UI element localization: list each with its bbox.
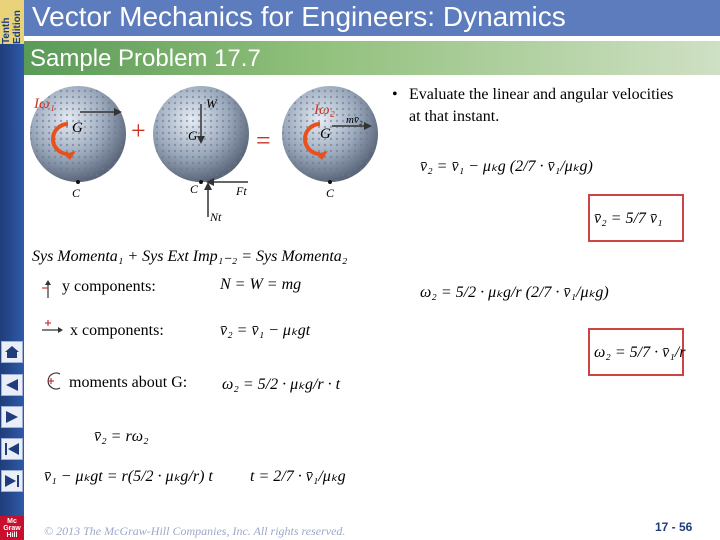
subheader-bar: [24, 41, 720, 75]
y-direction-icon: [40, 280, 58, 305]
friction-impulse-label: Ft: [236, 184, 247, 198]
x-direction-icon: [40, 318, 64, 341]
bullet-mark: •: [392, 86, 398, 103]
ball1-C-label: C: [72, 186, 81, 200]
bullet-line-1: Evaluate the linear and angular velocities: [409, 86, 674, 103]
moments-label: moments about G:: [69, 374, 188, 391]
mcgraw-hill-logo: [0, 516, 24, 540]
y-components-label: y components:: [62, 278, 156, 295]
normal-impulse-label: Nt: [210, 210, 222, 224]
ball2-C-label: C: [190, 182, 199, 196]
copyright-notice: © 2013 The McGraw-Hill Companies, Inc. All rights reserved.: [44, 524, 346, 538]
impulse-momentum-figure: [28, 82, 378, 232]
ball3-momentum-label: mv̄₂: [346, 114, 363, 126]
logo-text: Mc Graw Hill: [3, 517, 21, 539]
omega2-substitution: ω₂ = 5/2 · μₖg/r (2/7 · v̄₁/μₖg): [420, 284, 609, 301]
ball1-inertia-label: Iω₁: [34, 96, 55, 112]
equals-sign: =: [256, 126, 271, 155]
v2-substitution: v̄₂ = v̄₁ − μₖg (2/7 · v̄₁/μₖg): [420, 158, 593, 175]
v2-result: v̄₂ = 5/7 v̄₁: [594, 210, 663, 227]
moment-direction-icon: [44, 370, 66, 397]
omega2-result-box: [588, 328, 684, 376]
v1-equation: v̄₁ − μₖgt = r(5/2 · μₖg/r) t: [44, 468, 213, 485]
omega2-result: ω₂ = 5/7 · v̄₁/r: [594, 344, 686, 361]
plus-sign: +: [131, 116, 146, 145]
first-slide-icon[interactable]: [1, 438, 23, 460]
page-number: 17 - 56: [655, 520, 693, 534]
ball3-inertia-label: Iω₂: [314, 102, 335, 118]
x-equation: v̄₂ = v̄₁ − μₖgt: [220, 322, 311, 339]
t-equation: t = 2/7 · v̄₁/μₖg: [250, 468, 346, 485]
ball3-G-label: G: [320, 126, 331, 142]
previous-icon[interactable]: [1, 374, 23, 396]
y-equation: N = W = mg: [220, 276, 302, 293]
momentum-equation: Sys Momenta₁ + Sys Ext Imp₁₋₂ = Sys Momenta₂: [32, 248, 348, 265]
header-bar: [24, 0, 720, 36]
last-slide-icon[interactable]: [1, 470, 23, 492]
x-components-label: x components:: [70, 322, 164, 339]
ball2-G-label: G: [188, 128, 198, 143]
moment-equation: ω₂ = 5/2 · μₖg/r · t: [222, 376, 341, 393]
v2-r-omega-equation: v̄₂ = rω₂: [94, 428, 149, 445]
home-icon[interactable]: [1, 341, 23, 363]
edition-label: Tenth Edition: [0, 0, 24, 44]
ball1-G-label: G: [72, 120, 83, 136]
ball3-C-label: C: [326, 186, 335, 200]
slide-title: Sample Problem 17.7: [30, 45, 261, 72]
page-title: Vector Mechanics for Engineers: Dynamics: [32, 1, 566, 32]
weight-label: W: [206, 96, 217, 111]
v2-result-box: [588, 194, 684, 242]
next-icon[interactable]: [1, 406, 23, 428]
bullet-line-2: at that instant.: [409, 108, 500, 125]
